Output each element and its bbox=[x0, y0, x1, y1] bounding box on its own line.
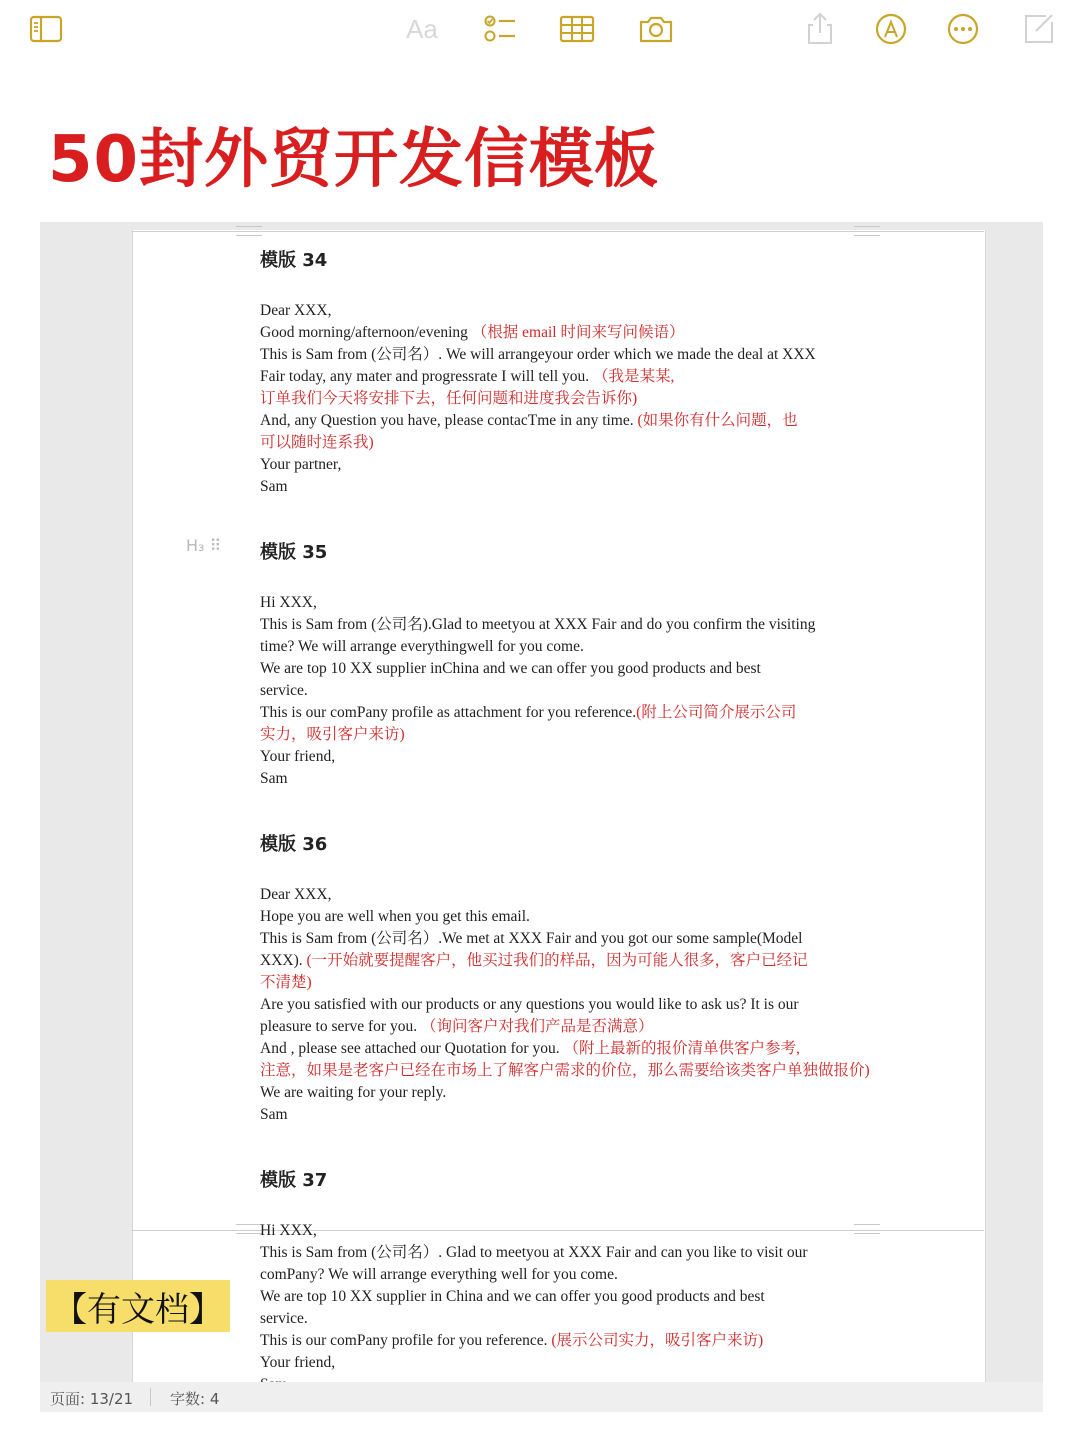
body-text: This is Sam from (公司名).Glad to meetyou at XXX Fair and do you confirm the visiting bbox=[260, 616, 816, 633]
body-text: comPany? We will arrange everything well for you come. bbox=[260, 1266, 618, 1283]
body-text: Hope you are well when you get this email. bbox=[260, 908, 530, 925]
template-line bbox=[260, 614, 860, 636]
template-line bbox=[260, 388, 860, 410]
body-text: service. bbox=[260, 1310, 308, 1327]
annotation-text: (一开始就要提醒客户，他买过我们的样品，因为可能人很多，客户已经记 bbox=[306, 952, 808, 969]
body-text: This is Sam from (公司名）. Glad to meetyou at XXX Fair and can you like to visit our bbox=[260, 1244, 808, 1261]
annotation-text: （根据 email 时间来写问候语） bbox=[471, 324, 685, 341]
template-heading: 模版 35 bbox=[260, 542, 328, 563]
markup-icon[interactable] bbox=[871, 10, 911, 48]
body-text: Your partner, bbox=[260, 456, 342, 473]
body-text: This is Sam from (公司名）.We met at XXX Fair and you got our some sample(Model bbox=[260, 930, 803, 947]
annotation-text: (如果你有什么问题，也 bbox=[637, 412, 798, 429]
template-line bbox=[260, 476, 860, 498]
template-line bbox=[260, 972, 860, 994]
template-heading: 模版 37 bbox=[260, 1170, 328, 1191]
more-icon[interactable] bbox=[943, 10, 983, 48]
template-line bbox=[260, 1242, 860, 1264]
template-line bbox=[260, 636, 860, 658]
template-line bbox=[260, 746, 860, 768]
camera-icon[interactable] bbox=[636, 10, 676, 48]
template-line bbox=[260, 592, 860, 614]
table-icon[interactable] bbox=[557, 10, 597, 48]
document-available-badge: 【有文档】 bbox=[46, 1280, 230, 1332]
body-text: This is our comPany profile for you reference. bbox=[260, 1332, 552, 1349]
annotation-text: 实力，吸引客户来访) bbox=[260, 726, 405, 743]
template-line bbox=[260, 680, 860, 702]
notes-toolbar bbox=[0, 0, 1080, 60]
template-line bbox=[260, 768, 860, 790]
template-line bbox=[260, 1330, 860, 1352]
template-line bbox=[260, 702, 860, 724]
annotation-text: (展示公司实力，吸引客户来访) bbox=[551, 1332, 764, 1349]
template-line bbox=[260, 1308, 860, 1330]
template-line bbox=[260, 658, 860, 680]
template-line bbox=[260, 344, 860, 366]
body-text: Are you satisfied with our products or any questions you would like to ask us? It is our bbox=[260, 996, 799, 1013]
template-line bbox=[260, 1060, 870, 1082]
annotation-text: 可以随时连系我) bbox=[260, 434, 374, 451]
template-heading: 模版 34 bbox=[260, 250, 328, 271]
body-text: XXX). bbox=[260, 952, 307, 969]
template-line bbox=[260, 1352, 860, 1374]
body-text: Hi XXX, bbox=[260, 1222, 317, 1239]
body-text: And , please see attached our Quotation for you. bbox=[260, 1040, 564, 1057]
template-line bbox=[260, 300, 860, 322]
template-line bbox=[260, 884, 860, 906]
template-line bbox=[260, 950, 860, 972]
page-corner-mark bbox=[236, 226, 262, 236]
annotation-text: （我是某某, bbox=[593, 368, 675, 385]
body-text: And, any Question you have, please contacTme in any time. bbox=[260, 412, 638, 429]
template-line bbox=[260, 1104, 860, 1126]
status-divider bbox=[150, 1388, 151, 1406]
checklist-icon[interactable] bbox=[480, 10, 520, 48]
template-line bbox=[260, 928, 860, 950]
body-text: This is Sam from (公司名）. We will arrangeyour order which we made the deal at XXX bbox=[260, 346, 816, 363]
body-text: Fair today, any mater and progressrate I will tell you. bbox=[260, 368, 594, 385]
body-text: Hi XXX, bbox=[260, 594, 317, 611]
body-text: Sam bbox=[260, 1106, 288, 1123]
template-line bbox=[260, 1082, 860, 1104]
annotation-text: 不清楚) bbox=[260, 974, 312, 991]
template-line bbox=[260, 1286, 860, 1308]
share-icon[interactable] bbox=[800, 10, 840, 48]
body-text: service. bbox=[260, 682, 308, 699]
template-line bbox=[260, 454, 860, 476]
document-content[interactable] bbox=[260, 246, 870, 1436]
body-text: This is our comPany profile as attachment for you reference. bbox=[260, 704, 637, 721]
template-line bbox=[260, 994, 860, 1016]
template-line bbox=[260, 1264, 860, 1286]
body-text: Your friend, bbox=[260, 1354, 336, 1371]
template-line bbox=[260, 1220, 860, 1242]
body-text: Your friend, bbox=[260, 748, 336, 765]
template-line bbox=[260, 906, 860, 928]
template-line bbox=[260, 724, 860, 746]
page-corner-mark bbox=[236, 1224, 262, 1234]
page-counter: 页面: 13/21 bbox=[50, 1390, 134, 1408]
headline-title: 50封外贸开发信模板 bbox=[48, 123, 660, 197]
template-line bbox=[260, 366, 860, 388]
page-corner-mark bbox=[854, 226, 880, 236]
template-line bbox=[260, 322, 860, 344]
annotation-text: （附上最新的报价清单供客户参考, bbox=[563, 1040, 800, 1057]
word-count: 字数: 4 bbox=[170, 1390, 220, 1408]
body-text: Sam bbox=[260, 770, 288, 787]
template-line bbox=[260, 410, 860, 432]
template-line bbox=[260, 432, 860, 454]
annotation-text: 注意，如果是老客户已经在市场上了解客户需求的价位，那么需要给该类客户单独做报价) bbox=[260, 1062, 870, 1079]
template-line bbox=[260, 1038, 860, 1060]
body-text: Good morning/afternoon/evening bbox=[260, 324, 472, 341]
body-text: Dear XXX, bbox=[260, 886, 332, 903]
compose-icon[interactable] bbox=[1018, 10, 1058, 48]
format-text-button[interactable]: Aa bbox=[406, 13, 438, 44]
body-text: pleasure to serve for you. bbox=[260, 1018, 421, 1035]
body-text: time? We will arrange everythingwell for you come. bbox=[260, 638, 584, 655]
body-text: Sam bbox=[260, 478, 288, 495]
heading-drag-handle[interactable]: H₃ ⠿ bbox=[186, 536, 222, 555]
annotation-text: 订单我们今天将安排下去，任何问题和进度我会告诉你) bbox=[260, 390, 638, 407]
body-text: Dear XXX, bbox=[260, 302, 332, 319]
sidebar-icon[interactable] bbox=[26, 10, 66, 48]
body-text: We are top 10 XX supplier in China and we can offer you good products and best bbox=[260, 1288, 765, 1305]
annotation-text: (附上公司简介展示公司 bbox=[636, 704, 797, 721]
status-bar bbox=[40, 1382, 1043, 1412]
template-line bbox=[260, 1016, 860, 1038]
annotation-text: （询问客户对我们产品是否满意） bbox=[420, 1018, 654, 1035]
template-heading: 模版 36 bbox=[260, 834, 328, 855]
body-text: We are waiting for your reply. bbox=[260, 1084, 447, 1101]
body-text: We are top 10 XX supplier inChina and we can offer you good products and best bbox=[260, 660, 761, 677]
